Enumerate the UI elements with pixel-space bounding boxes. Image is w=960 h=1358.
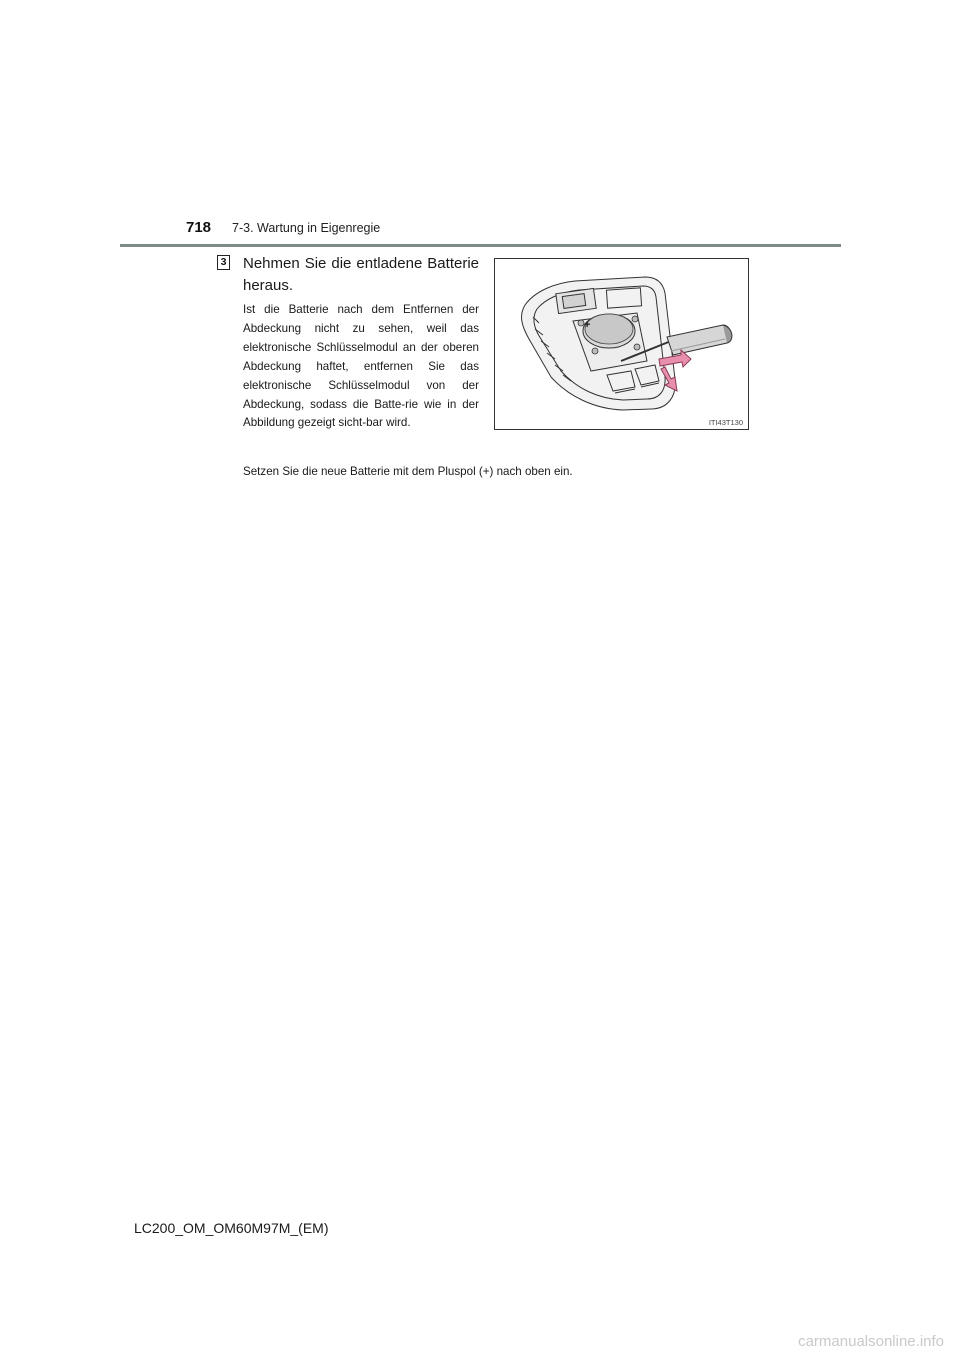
page-number: 718 xyxy=(186,219,212,236)
battery-plus-symbol: + xyxy=(584,319,591,331)
key-fob-drawing xyxy=(495,259,748,429)
step-note-text: Setzen Sie die neue Batterie mit dem Pluspol (+) nach oben ein. xyxy=(243,465,573,478)
step-heading: Nehmen Sie die entladene Batterie heraus. xyxy=(243,255,479,294)
header-divider xyxy=(120,244,841,247)
step-body-text: Ist die Batterie nach dem Entfernen der Abdeckung nicht zu sehen, weil das elektronische Schlüsselmodul an der oberen Abdeckung haftet, entfernen Sie das elektronische Schlüsselmodul von der Abdeckung, sodass die Batte-rie wie in der Abbildung gezeigt sicht-bar wird. xyxy=(243,303,479,430)
section-title: 7-3. Wartung in Eigenregie xyxy=(232,221,381,235)
battery-removal-illustration xyxy=(494,258,749,430)
watermark: carmanualsonline.info xyxy=(798,1333,944,1350)
step-number-badge: 3 xyxy=(217,255,230,270)
document-code: LC200_OM_OM60M97M_(EM) xyxy=(134,1220,329,1236)
figure-code: ITI43T130 xyxy=(708,418,743,427)
